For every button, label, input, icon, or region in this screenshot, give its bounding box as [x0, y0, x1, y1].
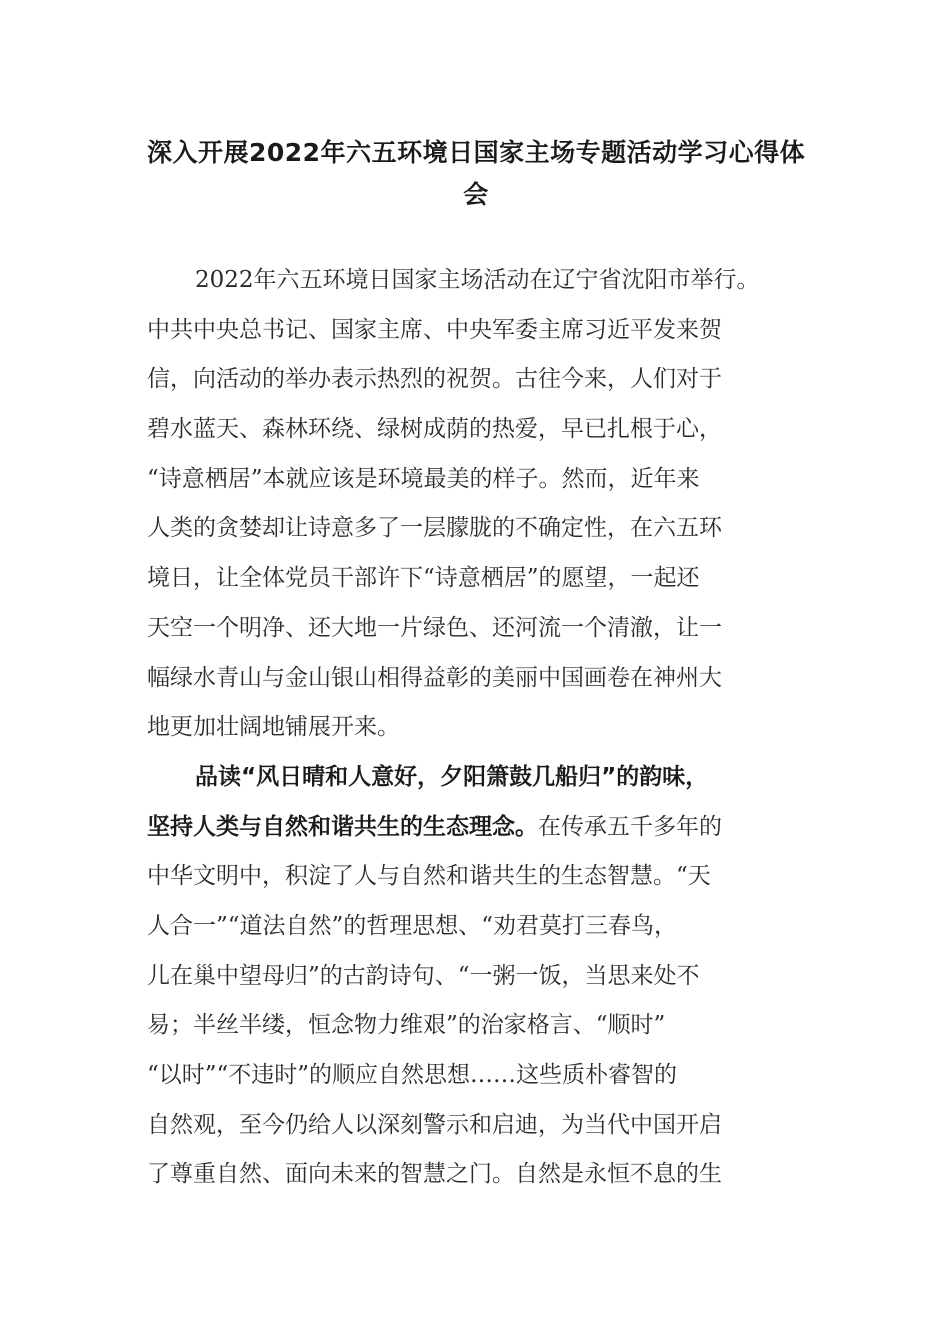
bold-heading-line: 品读“风日晴和人意好，夕阳箫鼓几船归”的韵味，	[195, 763, 709, 790]
text-line: “诗意栖居”本就应该是环境最美的样子。然而，近年来	[147, 465, 700, 492]
text-line: 2022年六五环境日国家主场活动在辽宁省沈阳市举行。	[195, 267, 760, 293]
text-line: 幅绿水青山与金山银山相得益彰的美丽中国画卷在神州大	[147, 664, 722, 691]
bold-heading-text: 坚持人类与自然和谐共生的生态理念。	[147, 813, 538, 840]
text-line: 信，向活动的举办表示热烈的祝贺。古往今来，人们对于	[147, 366, 722, 393]
text-line: 境日，让全体党员干部许下“诗意栖居”的愿望，一起还	[147, 565, 700, 592]
text-line: 易；半丝半缕，恒念物力维艰”的治家格言、“顺时”	[147, 1012, 666, 1039]
document-title	[147, 132, 805, 216]
text-line	[147, 803, 807, 853]
document-body	[147, 256, 807, 1200]
title-line-1: 深入开展2022年六五环境日国家主场专题活动学习心得体	[147, 138, 806, 167]
text-line: 自然观，至今仍给人以深刻警示和启迪，为当代中国开启	[147, 1111, 722, 1138]
title-line-2: 会	[463, 180, 489, 209]
text-line: 了尊重自然、面向未来的智慧之门。自然是永恒不息的生	[147, 1161, 722, 1188]
text-line: 人合一”“道法自然”的哲理思想、“劝君莫打三春鸟，	[147, 912, 678, 939]
text-line: 中华文明中，积淀了人与自然和谐共生的生态智慧。“天	[147, 863, 711, 890]
text-line: 碧水蓝天、森林环绕、绿树成荫的热爱，早已扎根于心，	[147, 416, 722, 443]
text-line: “以时”“不违时”的顺应自然思想……这些质朴睿智的	[147, 1062, 678, 1088]
text-line: 儿在巢中望母归”的古韵诗句、“一粥一饭，当思来处不	[147, 962, 700, 989]
text-line: 地更加壮阔地铺展开来。	[147, 714, 400, 741]
text-line: 天空一个明净、还大地一片绿色、还河流一个清澈，让一	[147, 614, 722, 641]
text-line: 中共中央总书记、国家主席、中央军委主席习近平发来贺	[147, 316, 722, 343]
paragraph-2	[147, 753, 807, 1200]
text-line: 人类的贪婪却让诗意多了一层朦胧的不确定性，在六五环	[147, 515, 722, 542]
body-text: 在传承五千多年的	[538, 813, 722, 840]
paragraph-1	[147, 256, 807, 753]
